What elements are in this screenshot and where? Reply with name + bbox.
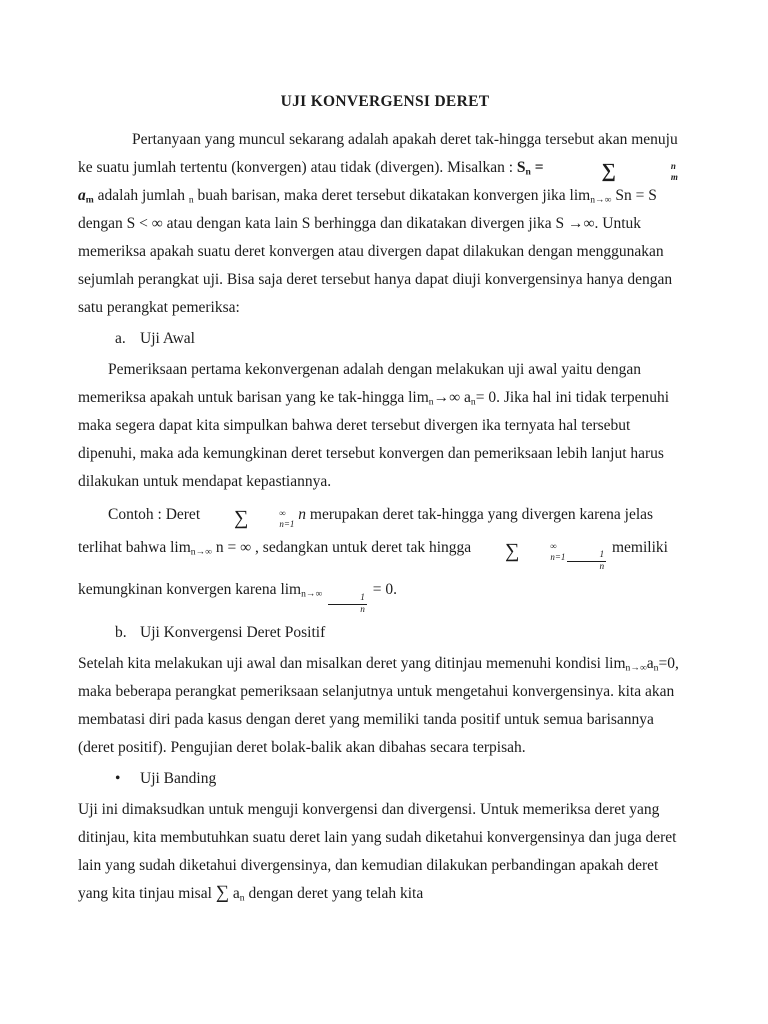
text-segment: = 0. Jika hal ini tidak terpenuhi maka segera dapat kita simpulkan bahwa deret tersebut divergen ika ternyata hal tersebut dipenuhi, maka ada kemungkinan deret tersebut konvergen dan pemeriksaan lebih lanjut harus dilakukan untuk mendapat kepastiannya.: [78, 389, 670, 490]
text-segment: n→∞: [190, 546, 213, 558]
text-segment: Contoh : Deret: [108, 506, 204, 523]
text-segment: dengan deret yang telah kita: [244, 884, 424, 902]
text-segment: ∑: [215, 881, 230, 903]
text-segment: buah barisan, maka deret tersebut dikatakan konvergen jika lim: [193, 187, 591, 204]
paragraph-contoh: [78, 498, 692, 616]
list-label-uji-banding: Uji Banding: [140, 769, 217, 787]
text-segment: n: [428, 396, 434, 408]
text-segment: n = ∞ , sedangkan untuk deret tak hingga: [212, 539, 476, 556]
text-segment: →∞ a: [433, 389, 471, 406]
summation-symbol: ∑ ∞ n=1: [505, 539, 566, 562]
text-segment: n: [653, 662, 659, 674]
paragraph-uji-banding-body: [78, 796, 692, 908]
text-segment: n→∞: [625, 662, 647, 674]
text-segment: Pertanyaan yang muncul sekarang adalah apakah deret tak-hingga tersebut akan menuju ke suatu jumlah tertentu (konvergen) atau tidak (divergen). Misalkan :: [78, 131, 678, 176]
list-item-uji-banding: [78, 765, 692, 793]
fraction: $\frac{1}{n}$: [567, 550, 606, 573]
text-segment: m: [85, 194, 94, 206]
list-marker-a: a.: [115, 330, 126, 347]
text-segment: memiliki kemungkinan konvergen karena lim: [78, 539, 668, 599]
text-segment: n: [298, 506, 307, 523]
bullet-icon: •: [115, 769, 121, 787]
text-segment: [322, 581, 326, 598]
text-segment: Uji ini dimaksudkan untuk menguji konvergensi dan divergensi. Untuk memeriksa deret yang ditinjau, kita membutuhkan suatu deret lain yang sudah diketahui konvergensinya dan juga deret lain yang sudah diketahui divergensinya, dan kemudian dilakukan perbandingan apakah deret yang kita tinjau misal: [78, 800, 677, 902]
summation-symbol: ∑ ∞ n=1: [234, 506, 295, 529]
text-segment: n: [239, 892, 245, 904]
text-segment: a: [229, 884, 240, 902]
document-title: UJI KONVERGENSI DERET: [280, 93, 490, 110]
text-segment: n: [470, 396, 476, 408]
fraction: $\frac{1}{n}$: [328, 593, 367, 616]
paragraph-deret-positif-body: [78, 650, 692, 762]
text-segment: a: [78, 187, 86, 204]
paragraph-uji-awal-body: [78, 356, 692, 496]
list-item-uji-konvergensi-positif: [78, 619, 692, 647]
text-segment: Setelah kita melakukan uji awal dan misalkan deret yang ditinjau memenuhi kondisi lim: [78, 654, 626, 672]
text-segment: n→∞: [590, 194, 612, 206]
text-segment: Pemeriksaan pertama kekonvergenan adalah dengan melakukan uji awal yaitu dengan memeriksa apakah untuk barisan yang ke tak-hingga lim: [78, 361, 641, 406]
text-segment: merupakan deret tak-hingga yang divergen karena jelas terlihat bahwa lim: [78, 506, 654, 556]
summation-symbol: ∑ n m: [601, 159, 678, 182]
text-segment: Sn = S dengan S < ∞ atau dengan kata lain S berhingga dan dikatakan divergen jika S →∞. Untuk memeriksa apakah suatu deret konvergen atau divergen dapat dilakukan dengan menggunakan sejumlah perangkat uji. Bisa saja deret tersebut hanya dapat diuji konvergensinya hanya dengan satu perangkat pemeriksa:: [78, 187, 673, 316]
text-segment: S: [516, 159, 526, 176]
list-label-uji-konvergensi-positif: Uji Konvergensi Deret Positif: [140, 623, 326, 641]
text-segment: n→∞: [301, 589, 323, 601]
text-segment: =0, maka beberapa perangkat pemeriksaan selanjutnya untuk mengetahui konvergensinya. kita akan membatasi diri pada kasus dengan deret yang memiliki tanda positif untuk semua barisannya (deret positif). Pengujian deret bolak-balik akan dibahas secara terpisah.: [78, 654, 679, 756]
text-segment: n: [525, 166, 531, 178]
list-item-uji-awal: [78, 325, 692, 353]
text-segment: n: [188, 194, 194, 206]
paragraph-intro: [78, 126, 692, 322]
text-segment: a: [646, 654, 654, 672]
text-segment: adalah jumlah: [93, 187, 189, 204]
text-segment: =: [530, 159, 548, 176]
list-marker-b: b.: [115, 623, 127, 641]
document-content: [78, 88, 692, 910]
text-segment: = 0.: [368, 581, 397, 599]
list-label-uji-awal: Uji Awal: [140, 330, 195, 347]
